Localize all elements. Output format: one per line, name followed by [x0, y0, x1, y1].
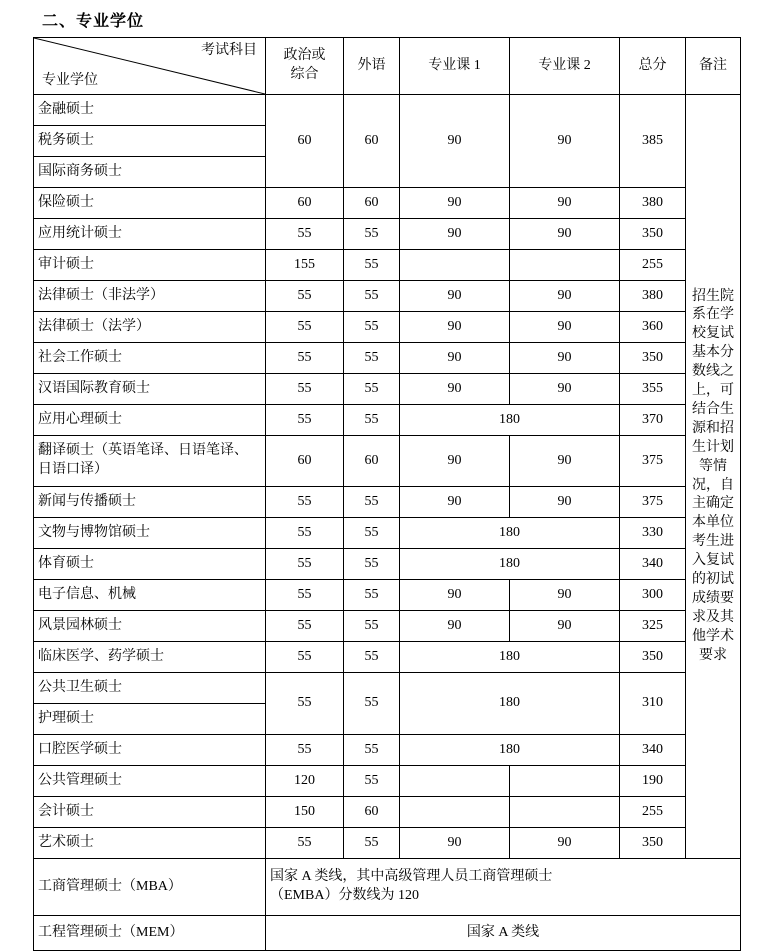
table-row	[34, 797, 741, 828]
cell-foreign: 55	[344, 642, 400, 673]
cell-major: 新闻与传播硕士	[34, 487, 266, 518]
table-row	[34, 916, 741, 951]
cell-major: 审计硕士	[34, 250, 266, 281]
cell-major2: 90	[510, 611, 620, 642]
cell-major: 临床医学、药学硕士	[34, 642, 266, 673]
cell-foreign: 55	[344, 343, 400, 374]
cell-major: 应用统计硕士	[34, 219, 266, 250]
table-row	[34, 859, 741, 916]
cell-major1: 90	[400, 281, 510, 312]
cell-major: 税务硕士	[34, 126, 266, 157]
cell-politics: 55	[266, 374, 344, 405]
cell-total: 370	[620, 405, 686, 436]
cell-major1: 90	[400, 487, 510, 518]
cell-foreign: 55	[344, 374, 400, 405]
cell-total: 350	[620, 219, 686, 250]
cell-foreign: 60	[344, 95, 400, 188]
cell-politics: 55	[266, 219, 344, 250]
cell-major1	[400, 766, 510, 797]
cell-major2: 90	[510, 487, 620, 518]
cell-major: 艺术硕士	[34, 828, 266, 859]
header-total-score: 总分	[620, 38, 686, 95]
cell-total: 360	[620, 312, 686, 343]
cell-politics: 55	[266, 828, 344, 859]
cell-major: 国际商务硕士	[34, 157, 266, 188]
cell-major: 翻译硕士（英语笔译、日语笔译、日语口译）	[34, 436, 266, 487]
cell-total: 350	[620, 828, 686, 859]
header-politics	[266, 38, 344, 95]
cell-major: 工程管理硕士（MEM）	[34, 916, 266, 951]
cell-total: 325	[620, 611, 686, 642]
cell-politics: 55	[266, 281, 344, 312]
cell-politics: 150	[266, 797, 344, 828]
cell-foreign: 55	[344, 735, 400, 766]
cell-remark: 招生院系在学校复试基本分数线之上，可结合生源和招生计划等情况，自主确定本单位考生进入复试的初试成绩要求及其他学术要求	[686, 95, 741, 859]
cell-major1: 90	[400, 188, 510, 219]
cell-foreign: 60	[344, 436, 400, 487]
cell-total: 330	[620, 518, 686, 549]
cell-major2	[510, 797, 620, 828]
cell-major1: 90	[400, 436, 510, 487]
cell-note-mem: 国家 A 类线	[266, 916, 741, 951]
cell-major2: 90	[510, 580, 620, 611]
cell-politics: 55	[266, 518, 344, 549]
cell-major: 会计硕士	[34, 797, 266, 828]
cell-total: 375	[620, 436, 686, 487]
cell-major: 金融硕士	[34, 95, 266, 126]
cell-foreign: 55	[344, 250, 400, 281]
cell-major: 文物与博物馆硕士	[34, 518, 266, 549]
cell-major2: 90	[510, 312, 620, 343]
cell-major1: 90	[400, 95, 510, 188]
cell-total: 355	[620, 374, 686, 405]
cell-politics: 55	[266, 312, 344, 343]
cell-politics: 55	[266, 642, 344, 673]
table-row	[34, 735, 741, 766]
cell-major1: 90	[400, 828, 510, 859]
cell-major1: 90	[400, 343, 510, 374]
header-politics-line2: 综合	[290, 67, 319, 82]
cell-foreign: 55	[344, 312, 400, 343]
table-row	[34, 219, 741, 250]
cell-major1: 180	[400, 673, 620, 735]
cell-politics: 55	[266, 487, 344, 518]
header-major-label: 专业学位	[42, 73, 98, 89]
cell-total: 375	[620, 487, 686, 518]
cell-politics: 120	[266, 766, 344, 797]
cell-major2: 90	[510, 343, 620, 374]
cell-major: 口腔医学硕士	[34, 735, 266, 766]
table-row	[34, 642, 741, 673]
cell-politics: 55	[266, 673, 344, 735]
cell-foreign: 55	[344, 580, 400, 611]
header-subject-label: 考试科目	[201, 43, 257, 58]
cell-total: 255	[620, 250, 686, 281]
cell-foreign: 55	[344, 828, 400, 859]
table-row	[34, 281, 741, 312]
cell-politics: 55	[266, 735, 344, 766]
cell-foreign: 55	[344, 487, 400, 518]
cell-major: 护理硕士	[34, 704, 266, 735]
cell-politics: 60	[266, 436, 344, 487]
cell-foreign: 55	[344, 219, 400, 250]
cell-foreign: 55	[344, 611, 400, 642]
cell-foreign: 55	[344, 549, 400, 580]
cell-major1	[400, 250, 510, 281]
cell-major2: 90	[510, 219, 620, 250]
table-row	[34, 95, 741, 126]
cell-major1: 90	[400, 374, 510, 405]
cell-major: 应用心理硕士	[34, 405, 266, 436]
table-row	[34, 188, 741, 219]
cell-major1: 180	[400, 735, 620, 766]
cell-total: 300	[620, 580, 686, 611]
cell-major2	[510, 250, 620, 281]
cell-major: 法律硕士（法学）	[34, 312, 266, 343]
cell-major1: 180	[400, 642, 620, 673]
table-row	[34, 766, 741, 797]
note-line-2: （EMBA）分数线为 120	[270, 888, 419, 903]
cell-foreign: 60	[344, 188, 400, 219]
cell-major: 风景园林硕士	[34, 611, 266, 642]
cell-major1	[400, 797, 510, 828]
page-title: 二、专业学位	[42, 13, 145, 30]
cell-foreign: 55	[344, 518, 400, 549]
table-row	[34, 250, 741, 281]
cell-politics: 55	[266, 611, 344, 642]
cell-total: 350	[620, 642, 686, 673]
table-row	[34, 343, 741, 374]
cell-foreign: 55	[344, 281, 400, 312]
table-row	[34, 673, 741, 704]
cell-major: 汉语国际教育硕士	[34, 374, 266, 405]
cell-major: 社会工作硕士	[34, 343, 266, 374]
table-row	[34, 405, 741, 436]
table-header-row	[34, 38, 741, 95]
cell-total: 255	[620, 797, 686, 828]
cell-major1: 180	[400, 405, 620, 436]
cell-politics: 55	[266, 405, 344, 436]
cell-total: 385	[620, 95, 686, 188]
cell-major: 公共管理硕士	[34, 766, 266, 797]
table-row	[34, 828, 741, 859]
header-corner-cell	[34, 38, 266, 95]
cell-politics: 60	[266, 95, 344, 188]
cell-major: 保险硕士	[34, 188, 266, 219]
table-row	[34, 436, 741, 487]
cell-politics: 55	[266, 580, 344, 611]
cell-major2: 90	[510, 188, 620, 219]
note-line-1: 国家 A 类线，其中高级管理人员工商管理硕士	[270, 869, 553, 885]
cell-foreign: 60	[344, 797, 400, 828]
cell-major: 体育硕士	[34, 549, 266, 580]
table-row	[34, 312, 741, 343]
cell-foreign: 55	[344, 766, 400, 797]
cell-major1: 180	[400, 549, 620, 580]
cell-major: 电子信息、机械	[34, 580, 266, 611]
cell-major: 公共卫生硕士	[34, 673, 266, 704]
cell-foreign: 55	[344, 405, 400, 436]
cell-major2: 90	[510, 436, 620, 487]
cell-major: 法律硕士（非法学）	[34, 281, 266, 312]
cell-major2: 90	[510, 828, 620, 859]
cell-total: 350	[620, 343, 686, 374]
score-line-table	[33, 37, 741, 951]
cell-politics: 155	[266, 250, 344, 281]
table-row	[34, 549, 741, 580]
table-row	[34, 518, 741, 549]
header-major-course-2: 专业课 2	[510, 38, 620, 95]
table-row	[34, 487, 741, 518]
cell-major1: 180	[400, 518, 620, 549]
cell-major1: 90	[400, 219, 510, 250]
cell-major2: 90	[510, 95, 620, 188]
cell-major1: 90	[400, 312, 510, 343]
cell-major2: 90	[510, 281, 620, 312]
header-major-course-1: 专业课 1	[400, 38, 510, 95]
table-row	[34, 374, 741, 405]
header-politics-line1: 政治或	[283, 48, 326, 64]
header-remark: 备注	[686, 38, 741, 95]
cell-total: 310	[620, 673, 686, 735]
cell-total: 340	[620, 549, 686, 580]
cell-total: 190	[620, 766, 686, 797]
cell-total: 340	[620, 735, 686, 766]
cell-politics: 55	[266, 549, 344, 580]
cell-total: 380	[620, 188, 686, 219]
header-foreign-language: 外语	[344, 38, 400, 95]
cell-major1: 90	[400, 580, 510, 611]
cell-foreign: 55	[344, 673, 400, 735]
cell-major1: 90	[400, 611, 510, 642]
cell-politics: 60	[266, 188, 344, 219]
cell-major2: 90	[510, 374, 620, 405]
cell-politics: 55	[266, 343, 344, 374]
cell-major: 工商管理硕士（MBA）	[34, 859, 266, 916]
cell-major2	[510, 766, 620, 797]
table-row	[34, 611, 741, 642]
cell-note-mba	[266, 859, 741, 916]
table-row	[34, 580, 741, 611]
cell-total: 380	[620, 281, 686, 312]
